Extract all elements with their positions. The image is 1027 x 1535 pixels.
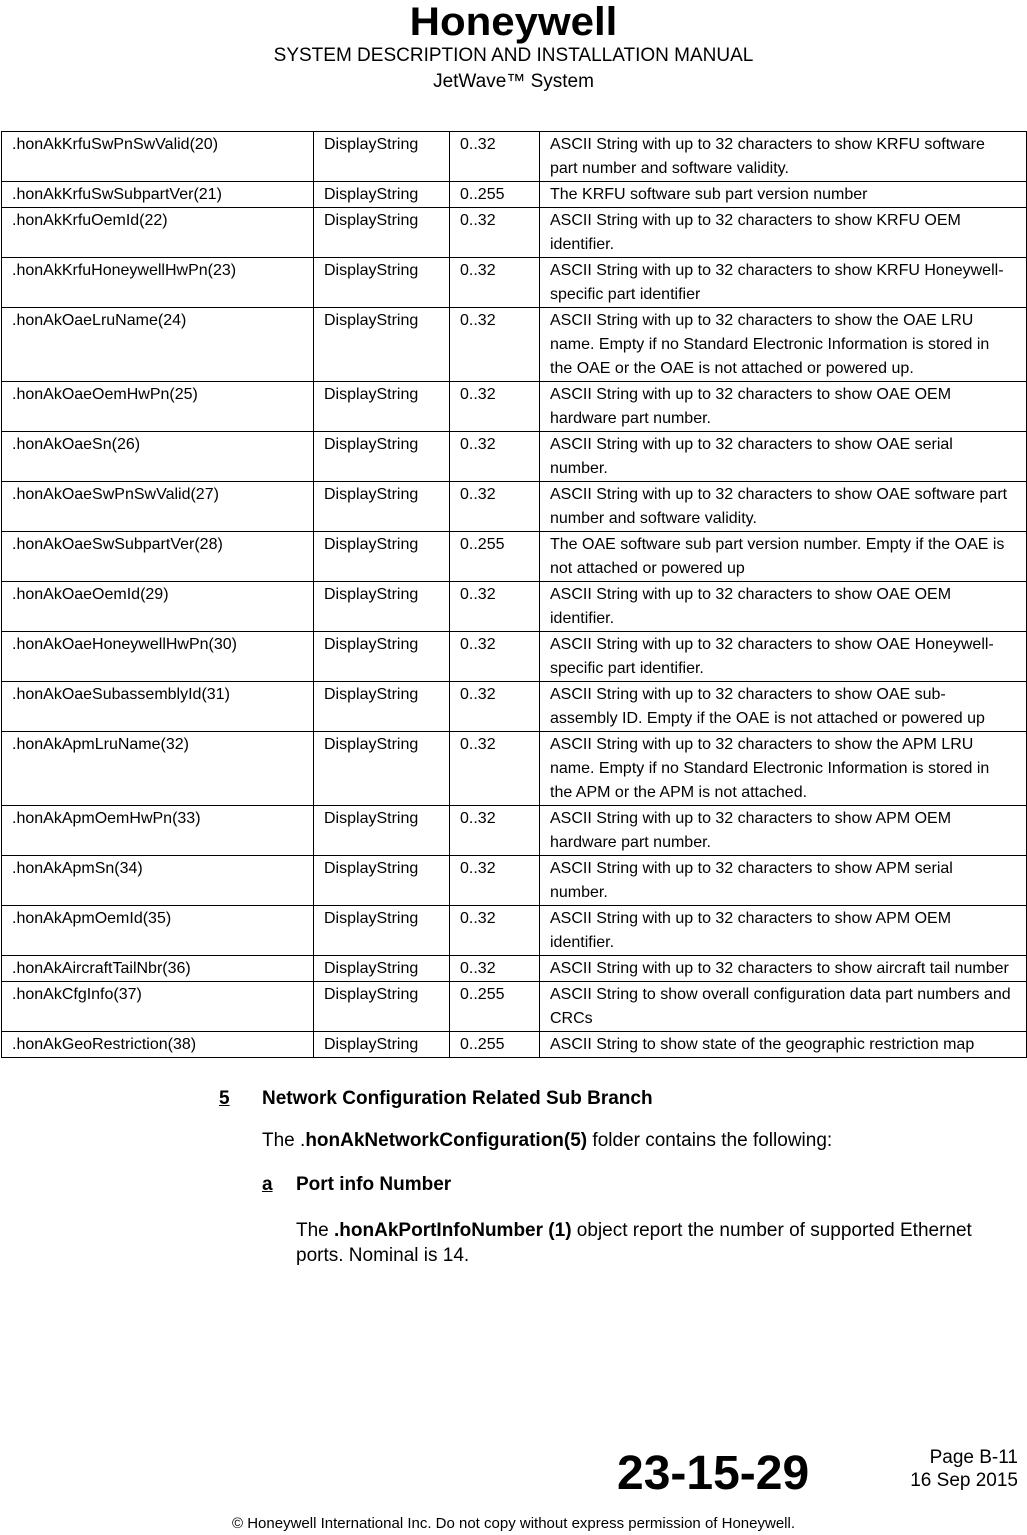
description-cell: ASCII String to show state of the geographic restriction map [540,1032,1027,1058]
range-cell: 0..32 [450,732,540,806]
document-number: 23-15-29 [617,1447,810,1500]
syntax-cell: DisplayString [314,382,450,432]
range-cell: 0..32 [450,632,540,682]
description-cell: ASCII String with up to 32 characters to show OAE sub-assembly ID. Empty if the OAE is not attached or powered up [540,682,1027,732]
syntax-cell: DisplayString [314,982,450,1032]
object-name-cell: .honAkApmOemId(35) [2,906,314,956]
section-number: 5 [219,1088,230,1109]
object-name-cell: .honAkKrfuSwSubpartVer(21) [2,182,314,208]
object-name-cell: .honAkApmSn(34) [2,856,314,906]
description-cell: ASCII String with up to 32 characters to show APM OEM identifier. [540,906,1027,956]
object-name-cell: .honAkOaeSn(26) [2,432,314,482]
description-cell: ASCII String with up to 32 characters to show the OAE LRU name. Empty if no Standard Electronic Information is stored in the OAE or the OAE is not attached or powered up. [540,308,1027,382]
object-name-cell: .honAkAircraftTailNbr(36) [2,956,314,982]
syntax-cell: DisplayString [314,906,450,956]
object-name-cell: .honAkApmLruName(32) [2,732,314,806]
table-row [2,732,1027,806]
copyright-notice: © Honeywell International Inc. Do not copy without express permission of Honeywell. [232,1515,795,1532]
description-cell: ASCII String to show overall configuration data part numbers and CRCs [540,982,1027,1032]
syntax-cell: DisplayString [314,682,450,732]
description-cell: ASCII String with up to 32 characters to show OAE OEM hardware part number. [540,382,1027,432]
table-row [2,956,1027,982]
table-row [2,308,1027,382]
range-cell: 0..255 [450,532,540,582]
description-cell: ASCII String with up to 32 characters to show KRFU Honeywell-specific part identifier [540,258,1027,308]
table-row [2,582,1027,632]
page-info [910,1446,1018,1492]
table-row [2,132,1027,182]
syntax-cell: DisplayString [314,182,450,208]
description-cell: ASCII String with up to 32 characters to show APM serial number. [540,856,1027,906]
table-row [2,182,1027,208]
range-cell: 0..255 [450,982,540,1032]
range-cell: 0..32 [450,956,540,982]
object-name-cell: .honAkKrfuSwPnSwValid(20) [2,132,314,182]
subsection-letter: a [262,1174,273,1195]
section-title: Network Configuration Related Sub Branch [262,1088,653,1109]
range-cell: 0..32 [450,258,540,308]
description-cell: The OAE software sub part version number. Empty if the OAE is not attached or powered up [540,532,1027,582]
syntax-cell: DisplayString [314,258,450,308]
object-name-cell: .honAkOaeOemHwPn(25) [2,382,314,432]
description-cell: ASCII String with up to 32 characters to show KRFU OEM identifier. [540,208,1027,258]
description-cell: ASCII String with up to 32 characters to show the APM LRU name. Empty if no Standard Electronic Information is stored in the APM or the APM is not attached. [540,732,1027,806]
object-name-cell: .honAkCfgInfo(37) [2,982,314,1032]
description-cell: ASCII String with up to 32 characters to show OAE OEM identifier. [540,582,1027,632]
subsection-title: Port info Number [296,1174,452,1195]
syntax-cell: DisplayString [314,308,450,382]
page-date: 16 Sep 2015 [910,1470,1018,1491]
description-cell: ASCII String with up to 32 characters to show OAE serial number. [540,432,1027,482]
syntax-cell: DisplayString [314,1032,450,1058]
range-cell: 0..32 [450,432,540,482]
range-cell: 0..32 [450,856,540,906]
table-row [2,432,1027,482]
object-name-cell: .honAkKrfuOemId(22) [2,208,314,258]
syntax-cell: DisplayString [314,956,450,982]
description-cell: The KRFU software sub part version number [540,182,1027,208]
table-row [2,682,1027,732]
syntax-cell: DisplayString [314,856,450,906]
range-cell: 0..32 [450,208,540,258]
section-paragraph: The .honAkNetworkConfiguration(5) folder contains the following: [262,1130,833,1151]
object-name-cell: .honAkOaeHoneywellHwPn(30) [2,632,314,682]
system-name: JetWave™ System [433,71,594,92]
table-row [2,382,1027,432]
object-name-cell: .honAkApmOemHwPn(33) [2,806,314,856]
syntax-cell: DisplayString [314,532,450,582]
range-cell: 0..32 [450,308,540,382]
object-name-cell: .honAkOaeSwPnSwValid(27) [2,482,314,532]
object-name-cell: .honAkOaeLruName(24) [2,308,314,382]
object-name-cell: .honAkOaeSubassemblyId(31) [2,682,314,732]
syntax-cell: DisplayString [314,582,450,632]
range-cell: 0..32 [450,682,540,732]
range-cell: 0..32 [450,906,540,956]
description-cell: ASCII String with up to 32 characters to show OAE Honeywell-specific part identifier. [540,632,1027,682]
syntax-cell: DisplayString [314,632,450,682]
page-number: Page B-11 [929,1447,1018,1468]
object-name-cell: .honAkOaeOemId(29) [2,582,314,632]
table-row [2,208,1027,258]
table-row [2,982,1027,1032]
table-row [2,482,1027,532]
honeywell-logo: Honeywell [409,0,618,44]
description-cell: ASCII String with up to 32 characters to show KRFU software part number and software validity. [540,132,1027,182]
range-cell: 0..32 [450,382,540,432]
table-row [2,258,1027,308]
object-name-cell: .honAkGeoRestriction(38) [2,1032,314,1058]
object-name-cell: .honAkOaeSwSubpartVer(28) [2,532,314,582]
subsection-paragraph: The .honAkPortInfoNumber (1) object report the number of supported Ethernet ports. Nominal is 14. [296,1220,972,1266]
description-cell: ASCII String with up to 32 characters to show OAE software part number and software validity. [540,482,1027,532]
syntax-cell: DisplayString [314,732,450,806]
table-row [2,532,1027,582]
range-cell: 0..32 [450,582,540,632]
mib-object-table [1,131,1027,1058]
syntax-cell: DisplayString [314,432,450,482]
syntax-cell: DisplayString [314,482,450,532]
description-cell: ASCII String with up to 32 characters to show aircraft tail number [540,956,1027,982]
table-row [2,1032,1027,1058]
range-cell: 0..32 [450,482,540,532]
range-cell: 0..32 [450,806,540,856]
range-cell: 0..32 [450,132,540,182]
table-row [2,806,1027,856]
table-row [2,632,1027,682]
syntax-cell: DisplayString [314,806,450,856]
range-cell: 0..255 [450,182,540,208]
range-cell: 0..255 [450,1032,540,1058]
manual-title: SYSTEM DESCRIPTION AND INSTALLATION MANUAL [273,45,754,66]
syntax-cell: DisplayString [314,208,450,258]
table-row [2,856,1027,906]
description-cell: ASCII String with up to 32 characters to show APM OEM hardware part number. [540,806,1027,856]
object-name-cell: .honAkKrfuHoneywellHwPn(23) [2,258,314,308]
table-row [2,906,1027,956]
syntax-cell: DisplayString [314,132,450,182]
